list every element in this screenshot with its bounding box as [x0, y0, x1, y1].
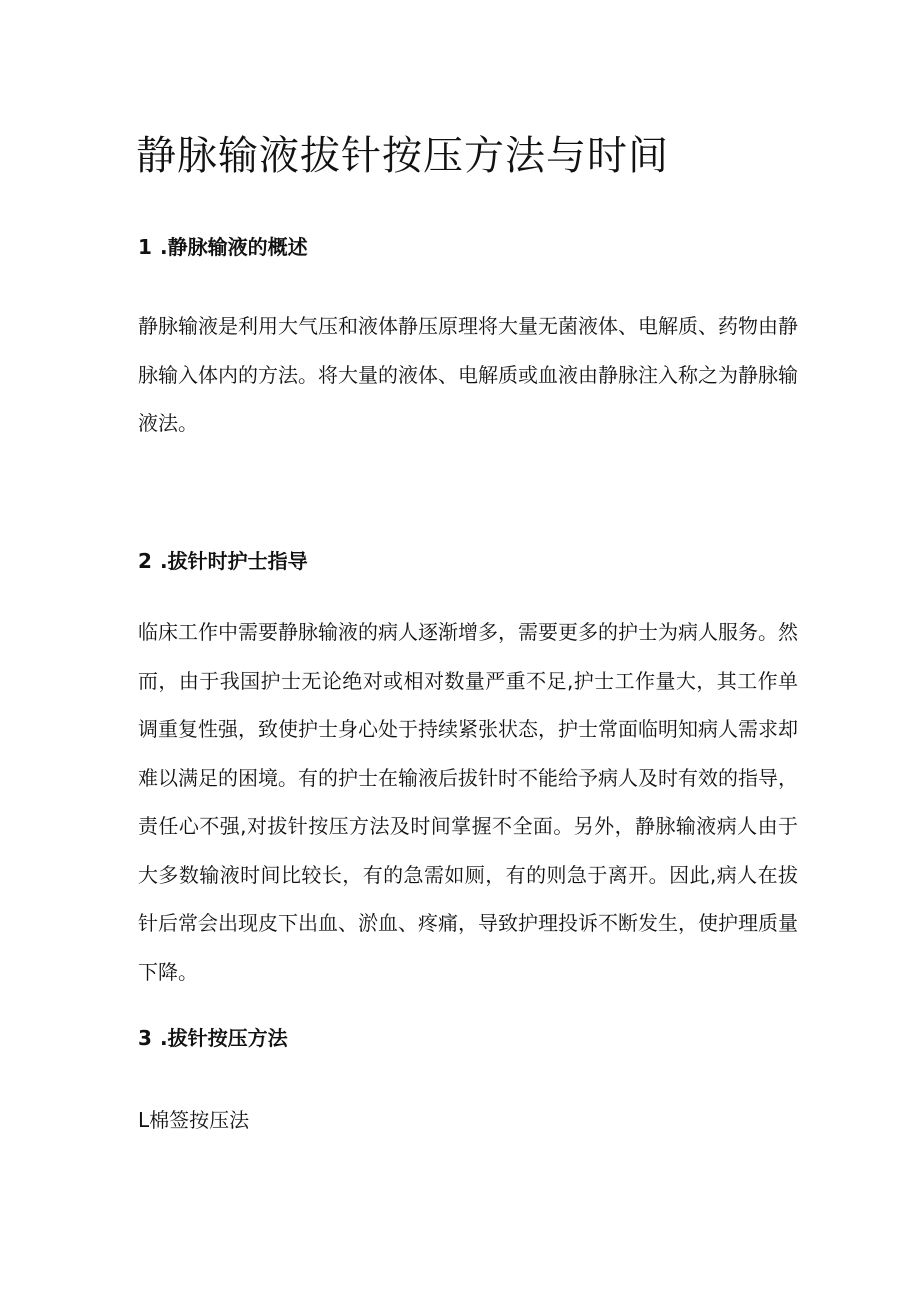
section-number-2: 2 [138, 549, 152, 573]
section-paragraph-1: 静脉输液是利用大气压和液体静压原理将大量无菌液体、电解质、药物由静脉输入体内的方法。将大量的液体、电解质或血液由静脉注入称之为静脉输液法。 [138, 314, 798, 435]
section-heading-2 [138, 547, 308, 575]
section-title-3: .拔针按压方法 [160, 1026, 288, 1050]
section-heading-3 [138, 1024, 288, 1052]
section-paragraph-2: 临床工作中需要静脉输液的病人逐渐增多，需要更多的护士为病人服务。然而，由于我国护士无论绝对或相对数量严重不足,护士工作量大，其工作单调重复性强，致使护士身心处于持续紧张状态，护士常面临明知病人需求却难以满足的困境。有的护士在输液后拔针时不能给予病人及时有效的指导，责任心不强,对拔针按压方法及时间掌握不全面。另外，静脉输液病人由于大多数输液时间比较长，有的急需如厕，有的则急于离开。因此,病人在拔针后常会出现皮下出血、淤血、疼痛，导致护理投诉不断发生，使护理质量下降。 [138, 620, 798, 984]
section-number-3: 3 [138, 1026, 152, 1050]
section-title-2: .拔针时护士指导 [160, 549, 308, 573]
section-number-1: 1 [138, 235, 152, 259]
section-title-1: .静脉输液的概述 [160, 235, 308, 259]
section-subitem-3-1: L棉签按压法 [138, 1108, 250, 1132]
section-heading-1 [138, 233, 308, 261]
document-title: 静脉输液拔针按压方法与时间 [136, 133, 669, 179]
